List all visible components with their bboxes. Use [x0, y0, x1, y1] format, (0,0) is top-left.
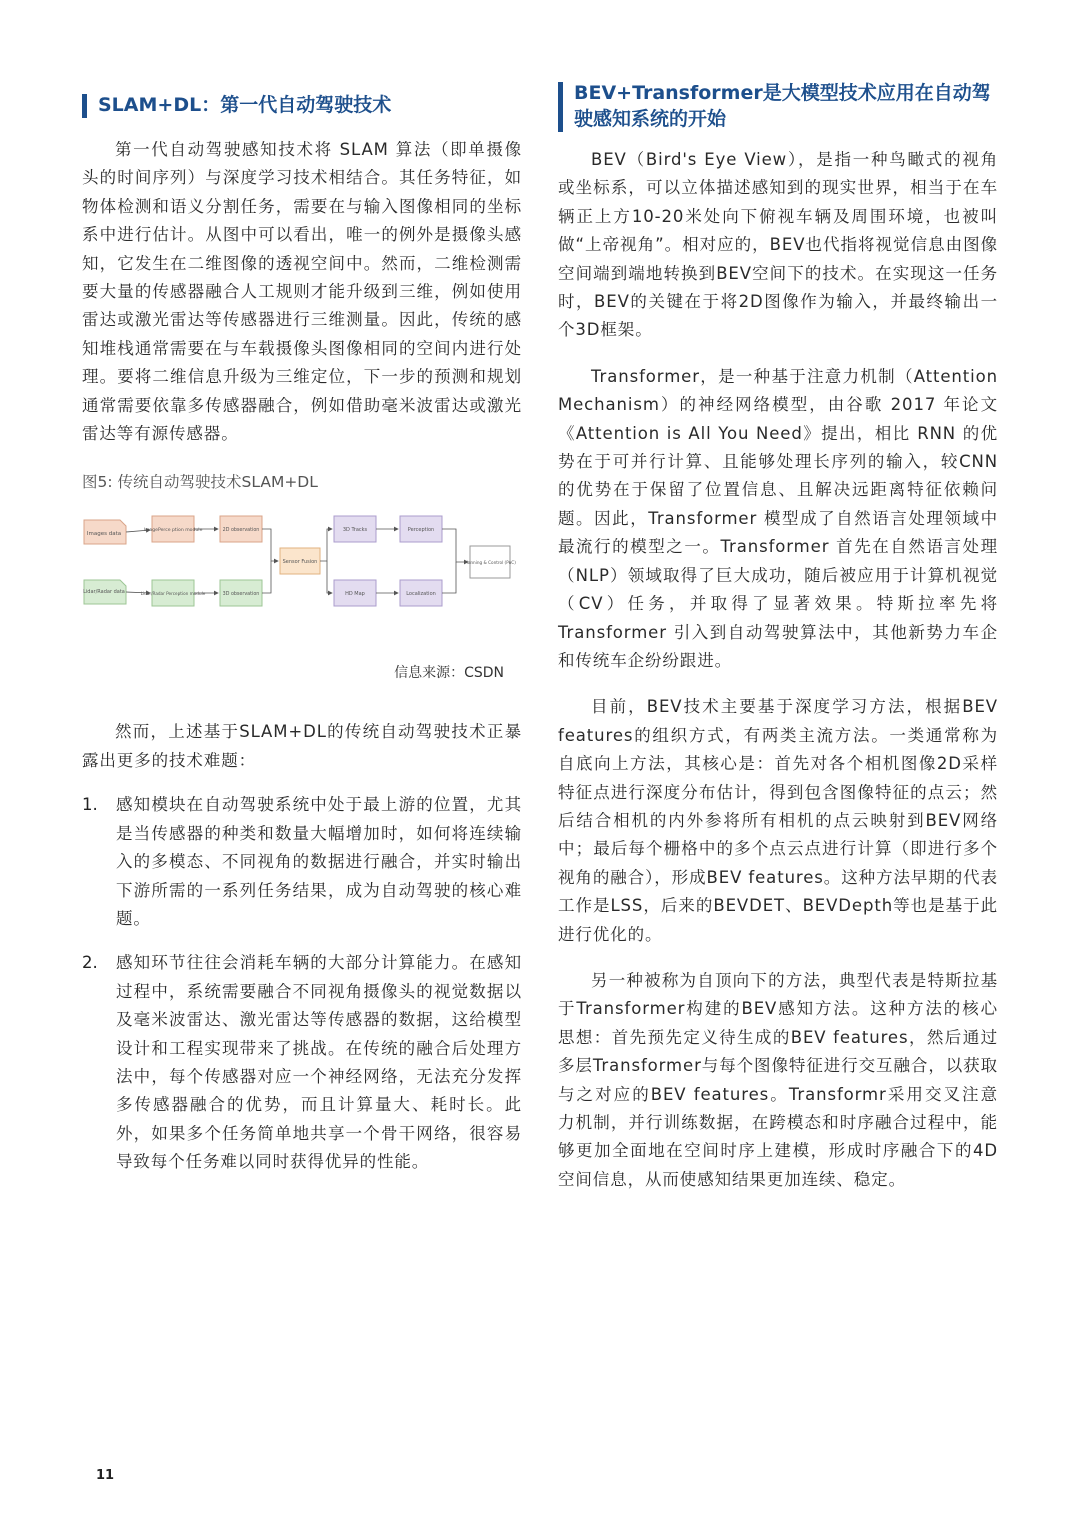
- right-column: [558, 82, 998, 1194]
- svg-text:Localization: Localization: [406, 591, 436, 598]
- list-item-number: 1.: [82, 795, 98, 815]
- slam-dl-diagram: [82, 508, 522, 638]
- images-data-node: [84, 520, 126, 544]
- svg-text:Lidar/Radar Perception module: Lidar/Radar Perception module: [140, 591, 206, 597]
- svg-text:ImagePerce ption module: ImagePerce ption module: [143, 528, 203, 534]
- page-number: 11: [96, 1468, 115, 1483]
- transition-paragraph: 然而，上述基于SLAM+DL的传统自动驾驶技术正暴露出更多的技术难题：: [82, 722, 522, 770]
- figure-caption: 图5: 传统自动驾驶技术SLAM+DL: [82, 473, 318, 492]
- svg-text:Sensor Fusion: Sensor Fusion: [282, 559, 318, 566]
- svg-text:HD Map: HD Map: [345, 591, 365, 598]
- list-item: [82, 949, 522, 1176]
- svg-text:2D observation: 2D observation: [222, 528, 260, 534]
- svg-text:Planning & Control (PnC): Planning & Control (PnC): [464, 560, 516, 566]
- section-heading-bev: BEV+Transformer是大模型技术应用在自动驾驶感知系统的开始: [558, 80, 998, 132]
- list-item: [82, 791, 522, 933]
- lidar-data-node: [83, 580, 126, 604]
- left-column: [82, 88, 522, 1193]
- figure-source: 信息来源：CSDN: [394, 665, 504, 682]
- svg-text:3D observation: 3D observation: [222, 592, 260, 598]
- difficulty-list: [82, 791, 522, 1176]
- section-heading-slam: SLAM+DL：第一代自动驾驶技术: [82, 92, 522, 118]
- top-down-paragraph: 另一种被称为自顶向下的方法，典型代表是特斯拉基于Transformer构建的BEV感知方法。这种方法的核心思想：首先预先定义待生成的BEV features，然后通过多层Transformer与每个图像特征进行交互融合，以获取与之对应的BEV features。Transformr采用交叉注意力机制，并行训练数据，在跨模态和时序融合过程中，能够更加全面地在空间时序上建模，形成时序融合下的4D空间信息，从而使感知结果更加连续、稳定。: [558, 970, 998, 1189]
- svg-text:Images data: Images data: [86, 531, 122, 538]
- transformer-paragraph: Transformer，是一种基于注意力机制（Attention Mechanism）的神经网络模型，由谷歌 2017 年论文《Attention is All You Need》提出，相比 RNN 的优势在于可并行计算、且能够处理长序列的输入，较CNN 的优势在于保留了位置信息、且解决远距离特征依赖问题。因此，Transformer 模型成了自然语言处理领域中最流行的模型之一。Transformer 首先在自然语言处理（NLP）领域取得了巨大成功，随后被应用于计算机视觉（CV）任务，并取得了显著效果。特斯拉率先将Transformer 引入到自动驾驶算法中，其他新势力车企和传统车企纷纷跟进。: [558, 366, 998, 670]
- diagram-svg: [82, 508, 522, 638]
- list-item-text: 感知模块在自动驾驶系统中处于最上游的位置，尤其是当传感器的种类和数量大幅增加时，如何将连续输入的多模态、不同视角的数据进行融合，并实时输出下游所需的一系列任务结果，成为自动驾驶的核心难题。: [116, 795, 522, 928]
- svg-text:3D Tracks: 3D Tracks: [342, 527, 368, 534]
- svg-text:Perception: Perception: [407, 527, 435, 534]
- list-item-text: 感知环节往往会消耗车辆的大部分计算能力。在感知过程中，系统需要融合不同视角摄像头的视觉数据以及毫米波雷达、激光雷达等传感器的数据，这给模型设计和工程实现带来了挑战。在传统的融合后处理方法中，每个传感器对应一个神经网络，无法充分发挥多传感器融合的优势，而且计算量大、耗时长。此外，如果多个任务简单地共享一个骨干网络，很容易导致每个任务难以同时获得优异的性能。: [116, 953, 522, 1172]
- bottom-up-paragraph: 目前，BEV技术主要基于深度学习方法，根据BEV features的组织方式，有两类主流方法。一类通常称为自底向上方法，其核心是：首先对各个相机图像2D采样特征点进行深度分布估计，得到包含图像特征的点云；然后结合相机的内外参将所有相机的点云映射到BEV网络中；最后每个栅格中的多个点云点进行计算（即进行多个视角的融合），形成BEV features。这种方法早期的代表工作是LSS，后来的BEVDET、BEVDepth等也是基于此进行优化的。: [558, 697, 998, 944]
- list-item-number: 2.: [82, 953, 98, 973]
- svg-text:Lidar/Radar data: Lidar/Radar data: [83, 589, 125, 596]
- intro-paragraph: 第一代自动驾驶感知技术将 SLAM 算法（即单摄像头的时间序列）与深度学习技术相结合。其任务特征，如物体检测和语义分割任务，需要在与输入图像相同的坐标系中进行估计。从图中可以看出，唯一的例外是摄像头感知，它发生在二维图像的透视空间中。然而，二维检测需要大量的传感器融合人工规则才能升级到三维，例如使用雷达或激光雷达等传感器进行三维测量。因此，传统的感知堆栈通常需要在与车载摄像头图像相同的空间内进行处理。要将二维信息升级为三维定位，下一步的预测和规划通常需要依靠多传感器融合，例如借助毫米波雷达或激光雷达等有源传感器。: [82, 140, 522, 444]
- bev-paragraph: BEV（Bird's Eye View），是指一种鸟瞰式的视角或坐标系，可以立体描述感知到的现实世界，相当于在车辆正上方10-20米处向下俯视车辆及周围环境，也被叫做“上帝视角”。相对应的，BEV也代指将视觉信息由图像空间端到端地转换到BEV空间下的技术。在实现这一任务时，BEV的关键在于将2D图像作为输入，并最终输出一个3D框架。: [558, 150, 998, 340]
